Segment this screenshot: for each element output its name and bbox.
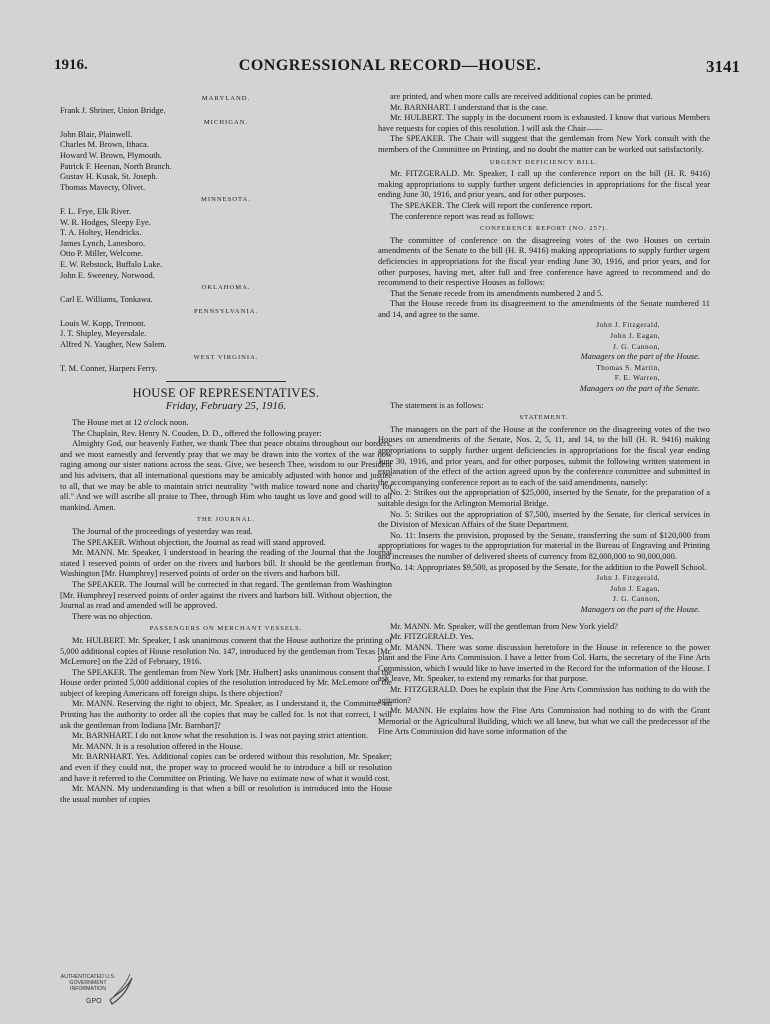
state-heading: PENNSYLVANIA.	[193, 308, 259, 316]
signature-block-senate	[378, 363, 710, 384]
member-entry: Alfred N. Yaugher, New Salem.	[60, 340, 167, 350]
signature-role-house: Managers on the part of the House.	[580, 352, 700, 362]
member-entry: Howard W. Brown, Plymouth.	[60, 150, 162, 160]
signature-name: John J. Fitzgerald,	[596, 573, 660, 583]
header-year: 1916.	[54, 57, 88, 73]
signature-block-house-2	[378, 573, 710, 605]
member-entry: F. L. Frye, Elk River.	[60, 206, 131, 216]
member-entry: Patrick F. Heenan, North Branch.	[60, 161, 172, 171]
session-date: Friday, February 25, 1916.	[165, 400, 287, 413]
paragraph: The SPEAKER. The Journal will be corrected in that regard. The gentleman from Washington [Mr. Humphrey] reserved points of order against the rivers and harbors bill. Without objection, the Journal as read and amended will be approved.	[60, 579, 392, 611]
state-member-lists	[60, 94, 392, 375]
member-entry: Carl E. Williams, Tonkawa.	[60, 294, 153, 304]
signature-name: J. G. Cannon,	[613, 594, 660, 604]
paragraph: Mr. MANN. There was some discussion heretofore in the House in reference to the power plant and the Fine Arts Commission. I have a letter from Col. Harts, the secretary of the Fine Arts Commission, which I would like to have inserted in the Record for the information of the House. I ask leave, Mr. Speaker, to extend my remarks for that purpose.	[378, 642, 710, 684]
paragraph: No. 5: Strikes out the appropriation of $7,500, inserted by the Senate, for clerical services in the Division of Mexican Affairs of the State Department.	[378, 509, 710, 530]
right-column	[378, 92, 710, 738]
paragraph: The Journal of the proceedings of yesterday was read.	[72, 526, 253, 536]
member-entry: John Blair, Plainwell.	[60, 129, 133, 139]
paragraph: Mr. FITZGERALD. Mr. Speaker, I call up the conference report on the bill (H. R. 9416) making appropriations to supply further urgent deficiencies in appropriations for the fiscal year ending June 30, 1916, and prior years, and for other purposes.	[378, 169, 710, 200]
house-heading: HOUSE OF REPRESENTATIVES.	[132, 385, 320, 400]
urgent-deficiency-heading: URGENT DEFICIENCY BILL.	[489, 158, 599, 166]
state-heading: MARYLAND.	[201, 95, 251, 102]
state-heading: MINNESOTA.	[201, 196, 251, 204]
paragraph: Mr. MANN. My understanding is that when a bill or resolution is introduced into the House the usual number of copies	[60, 784, 392, 804]
state-heading: OKLAHOMA.	[201, 284, 251, 292]
gpo-authentication-stamp	[58, 970, 168, 1010]
paragraph: are printed, and when more calls are received additional copies can be printed.	[390, 92, 653, 101]
paragraph: Mr. HULBERT. Mr. Speaker, I ask unanimous consent that the House authorize the printing of 5,000 additional copies of House resolution No. 147, introduced by the gentleman from Texas [Mr. McLemore] on the 22d of February, 1916.	[60, 635, 392, 667]
paragraph: The SPEAKER. Without objection, the Journal as read will stand approved.	[72, 537, 326, 547]
paragraph: That the House recede from its disagreement to the amendments of the Senate numbered 11 and 14, and agree to the same.	[378, 299, 710, 319]
paragraph: Mr. MANN. He explains how the Fine Arts Commission had nothing to do with the Grant Memorial or the Agricultural Building, which we all knew, but what we call the predecessor of the Fine Arts Commission did have some information of the	[378, 706, 710, 737]
header-page-number: 3141	[706, 57, 740, 76]
signature-block-house	[378, 320, 710, 352]
header-title: CONGRESSIONAL RECORD—HOUSE.	[238, 57, 542, 74]
statement-heading: STATEMENT.	[519, 414, 569, 422]
paragraph: Mr. MANN. It is a resolution offered in the House.	[72, 741, 243, 751]
opening-paragraphs	[60, 418, 392, 513]
page-header	[40, 57, 740, 79]
member-entry: James Lynch, Lanesboro.	[60, 238, 146, 248]
paragraph: The SPEAKER. The Clerk will report the conference report.	[390, 200, 593, 210]
state-heading: WEST VIRGINIA.	[193, 353, 259, 361]
section-rule	[166, 381, 286, 382]
member-entry: Thomas Mavecty, Olivet.	[60, 182, 146, 192]
paragraph: The managers on the part of the House at the conference on the disagreeing votes of the two Houses on amendments of the Senate, Nos. 2, 5, 11, and 14, to the bill (H. R. 9416) making appropriations to supply further urgent deficiencies in appropriations for the fiscal year ending June 30, 1916, and prior years, and for other purposes, submit the following written statement in explanation of the effect of the action agreed upon by the conference committee and submitted in the accompanying conference report as to each of the said amendments, namely:	[378, 424, 710, 487]
paragraph: Mr. BARNHART. Yes. Additional copies can be ordered without this resolution, Mr. Speaker; and even if they could not, the proper way to proceed would be to introduce a bill or resolution and have it referred to the Committee on Printing. We have no estimate now of what it would cost.	[60, 752, 392, 783]
left-column	[60, 92, 392, 805]
paragraph: No. 2: Strikes out the appropriation of $25,000, inserted by the Senate, for the preparation of a suitable design for the Arlington Memorial Bridge.	[378, 488, 710, 508]
paragraph: The SPEAKER. The gentleman from New York [Mr. Hulbert] asks unanimous consent that the House order printed 5,000 additional copies of the resolution introduced by Mr. McLemore on the subject of keeping Americans off foreign ships. Is there objection?	[60, 667, 392, 698]
signature-name: Thomas S. Martin,	[596, 362, 660, 372]
continued-paragraphs	[378, 92, 710, 156]
member-entry: T. M. Conner, Harpers Ferry.	[60, 364, 158, 374]
member-entry: Gustav H. Kusak, St. Joseph.	[60, 172, 158, 182]
member-entry: Charles M. Brown, Ithaca.	[60, 140, 149, 150]
urgent-paragraphs	[378, 169, 710, 222]
gpo-label: GPO	[86, 998, 102, 1005]
discussion-paragraphs	[378, 622, 710, 739]
signature-name: J. G. Cannon,	[613, 341, 660, 351]
paragraph: Mr. MANN. Reserving the right to object, Mr. Speaker, as I understand it, the Committee on Printing has the authority to order all the copies that may be called for. Is not that correct, I will ask the gentleman from Indiana [Mr. Barnhart]?	[60, 699, 392, 730]
paragraph: Mr. BARNHART. I do not know what the resolution is. I was not paying strict attention.	[72, 731, 368, 741]
member-entry: W. R. Hodges, Sleepy Eye.	[60, 217, 151, 227]
conference-paragraphs	[378, 236, 710, 321]
member-entry: Louis W. Kopp, Tremont.	[60, 318, 146, 328]
member-entry: John E. Sweeney, Norwood.	[60, 270, 155, 280]
signature-role-house-2: Managers on the part of the House.	[580, 604, 700, 614]
member-entry: Frank J. Shriner, Union Bridge.	[60, 105, 166, 115]
state-heading: MICHIGAN.	[203, 119, 249, 127]
signature-name: John J. Eagan,	[610, 331, 660, 341]
paragraph: No. 14: Appropriates $9,500, as proposed by the Senate, for the addition to the Powell School.	[390, 562, 707, 572]
authentication-text: AUTHENTICATED U.S. GOVERNMENT INFORMATION	[60, 974, 116, 992]
member-entry: E. W. Rebstock, Buffalo Lake.	[60, 259, 163, 269]
paragraph: No. 11: Inserts the provision, proposed by the Senate, transferring the sum of $120,000 from appropriations for wages to the appropriation for material in the Bureau of Engraving and Printing and increases the number of delivered sheets of currency from 82,000,000 to 90,000,000.	[378, 530, 710, 561]
paragraph: Mr. MANN. Mr. Speaker, will the gentleman from New York yield?	[390, 621, 618, 631]
signature-name: John J. Fitzgerald,	[596, 320, 660, 330]
conference-report-heading: CONFERENCE REPORT (NO. 257).	[479, 225, 609, 233]
statement-paragraphs	[378, 425, 710, 573]
paragraph: The committee of conference on the disagreeing votes of the two Houses on certain amendments of the Senate to the bill (H. R. 9416) making appropriations to supply further urgent deficiencies in appropriations for the fiscal year ending June 30, 1916, and prior years, and for other purposes, having met, after full and free conference have agreed to recommend and do recommend to their respective Houses as follows:	[378, 235, 710, 288]
member-entry: T. A. Holtey, Hendricks.	[60, 228, 142, 238]
member-entry: J. T. Shipley, Meyersdale.	[60, 329, 147, 339]
signature-role-senate: Managers on the part of the Senate.	[579, 384, 700, 394]
paragraph: The Chaplain, Rev. Henry N. Couden, D. D., offered the following prayer:	[72, 428, 322, 438]
passengers-heading: PASSENGERS ON MERCHANT VESSELS.	[149, 625, 303, 633]
journal-heading: THE JOURNAL.	[196, 516, 256, 524]
paragraph: The conference report was read as follows:	[390, 211, 535, 221]
paragraph: Almighty God, our heavenly Father, we thank Thee that peace obtains throughout our borders, and we most earnestly and fervently pray that we may be drawn into the vortex of the war now raging among our sister nations across the seas. Give, we beseech Thee, wisdom to our President and his advisers, that all international questions may be amicably adjusted with honor and justice to all, that we may be able to maintain strict neutrality "with malice toward none and charity for all." And we will ascribe all praise to Thee, through Him who taught us love and good will to all mankind. Amen.	[60, 439, 392, 512]
paragraph: The SPEAKER. The Chair will suggest that the gentleman from New York consult with the members of the Committee on Printing, and no doubt the matter can be worked out satisfactorily.	[378, 134, 710, 154]
signature-name: F. E. Warren,	[614, 373, 660, 383]
statement-intro: The statement is as follows:	[390, 400, 484, 410]
paragraph: Mr. FITZGERALD. Does he explain that the Fine Arts Commission has nothing to do with the agitation?	[378, 685, 710, 705]
member-entry: Otto P. Miller, Welcome.	[60, 249, 144, 259]
paragraph: The House met at 12 o'clock noon.	[72, 418, 189, 428]
paragraph: Mr. BARNHART. I understand that is the case.	[390, 102, 548, 112]
paragraph: Mr. MANN. Mr. Speaker, I understood in hearing the reading of the Journal that the Journal stated I reserved points of order on the rivers and harbors bill. It should be the gentleman from Washington [Mr. Humphrey] reserved points of order on the rivers and harbors bill.	[60, 548, 392, 579]
passengers-paragraphs	[60, 636, 392, 806]
paragraph: There was no objection.	[72, 611, 153, 621]
paragraph: Mr. FITZGERALD. Yes.	[390, 632, 474, 642]
signature-name: John J. Eagan,	[610, 583, 660, 593]
journal-paragraphs	[60, 527, 392, 622]
paragraph: Mr. HULBERT. The supply in the document room is exhausted. I know that various Members have requests for copies of this resolution. I will ask the Chair——	[378, 113, 710, 133]
eagle-icon	[106, 970, 136, 1010]
paragraph: That the Senate recede from its amendments numbered 2 and 5.	[390, 288, 604, 298]
